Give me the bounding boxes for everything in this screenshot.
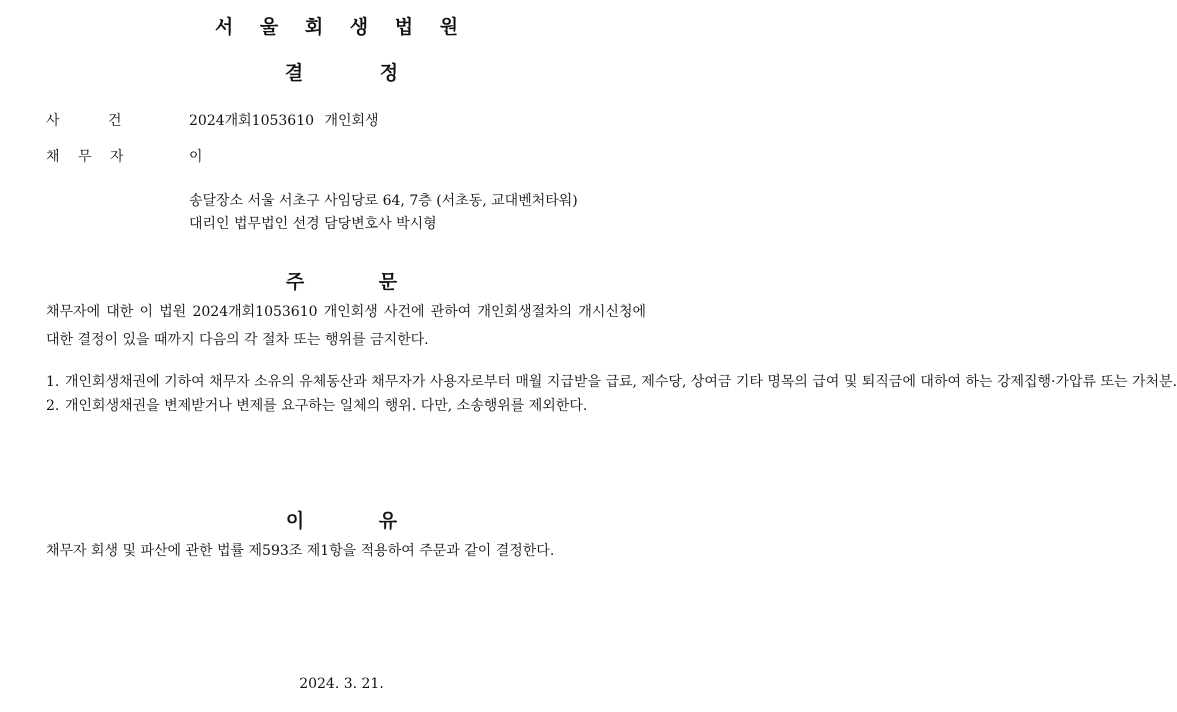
service-address: 송달장소 서울 서초구 사임당로 64, 7층 (서초동, 교대벤처타워) [189, 193, 578, 209]
order-intro: 채무자에 대한 이 법원 2024개회1053610 개인회생 사건에 관하여 개인회생절차의 개시신청에 대한 결정이 있을 때까지 다음의 각 절차 또는 행위를 금지한다. [46, 304, 646, 348]
list-item-number: 1. [46, 374, 60, 390]
case-value: 2024개회1053610 개인회생 [189, 113, 379, 129]
case-label: 사 건 [46, 113, 122, 129]
debtor-label: 채 무 자 [46, 149, 124, 165]
list-item-text: 개인회생채권을 변제받거나 변제를 요구하는 일체의 행위. 다만, 소송행위를 제외한다. [65, 398, 588, 414]
list-item-text: 개인회생채권에 기하여 채무자 소유의 유체동산과 채무자가 사용자로부터 매월 지급받을 급료, 제수당, 상여금 기타 명목의 급여 및 퇴직금에 대하여 하는 강제집행·가압류 또는 가처분. [65, 374, 1177, 390]
order-heading: 주 문 [285, 271, 398, 293]
reason-text: 채무자 회생 및 파산에 관한 법률 제593조 제1항을 적용하여 주문과 같이 결정한다. [46, 543, 555, 559]
court-name: 서 울 회 생 법 원 [214, 16, 469, 38]
document-type-title: 결 정 [284, 62, 399, 84]
legal-agent: 대리인 법무법인 선경 담당변호사 박시형 [189, 216, 437, 232]
decision-date: 2024. 3. 21. [299, 676, 384, 692]
prohibited-actions-list [46, 370, 1177, 418]
list-item-number: 2. [46, 398, 60, 414]
reason-heading: 이 유 [285, 510, 398, 532]
list-item [46, 394, 646, 418]
debtor-value: 이 [189, 149, 203, 165]
list-item [46, 370, 1177, 394]
